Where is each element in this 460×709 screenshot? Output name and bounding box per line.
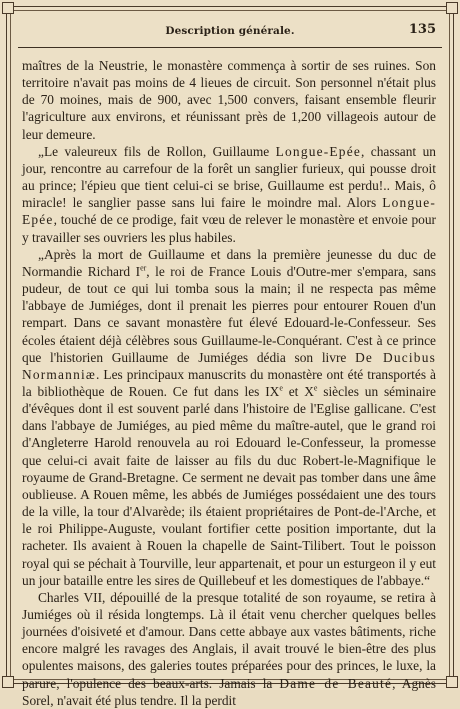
superscript: er xyxy=(140,263,147,273)
spaced-emphasis: Longue-Epée xyxy=(22,195,436,228)
corner-ornament xyxy=(2,676,14,688)
text-run: , touché de ce prodige, fait vœu de relever le monastère et envoie pour y travailler ses ouvriers les plus habiles. xyxy=(22,212,436,245)
corner-ornament xyxy=(446,676,458,688)
running-title: Description générale. xyxy=(165,25,295,37)
text-run: „Le valeureux fils de Rollon, Guillaume xyxy=(38,143,276,159)
text-run: , Agnès Sorel, n'avait été plus tendre. Il la perdit xyxy=(22,675,436,708)
spaced-emphasis: De Ducibus Normanniæ xyxy=(22,349,437,382)
text-run: maîtres de la Neustrie, le monastère commença à sortir de ses ruines. Son territoire n'avait pas moins de 4 lieues de circuit. Son personnel n'était plus de 70 moines, mais de 900, avec 1,500 convers, faisant ensemble fleurir l'agriculture aux environs, et réunissant près de 1,200 villageois autour de leur demeure. xyxy=(22,58,436,142)
header-rule xyxy=(18,47,442,48)
spaced-emphasis: Longue-Epée xyxy=(275,143,361,159)
paragraph xyxy=(22,589,436,709)
corner-ornament xyxy=(2,2,14,14)
body-text xyxy=(22,57,436,709)
paragraph xyxy=(22,143,436,246)
corner-ornament xyxy=(446,2,458,14)
text-run: , chassant un jour, rencontre au carrefour de la forêt un sanglier furieux, qui pousse droit au prince; l'épieu que tient celui-ci se brise, Guillaume est perdu!.. Mais, ô miracle! le sanglier passe sans lui faire le moindre mal. Alors xyxy=(22,143,436,211)
text-run: . Les principaux manuscrits du monastère ont été transportés à la bibliothèque de Rouen. Ce fut dans les IX xyxy=(22,366,436,399)
paragraph xyxy=(22,57,436,143)
text-run: siècles un séminaire d'évêques dont il est souvent parlé dans l'histoire de l'Eglise gallicane. C'est dans l'abbaye de Jumiéges, au pied même du maître-autel, que le grand roi d'Angleterre Harold renouvela au roi Edouard le-Confesseur, la promesse que celui-ci avait faite de laisser au fils du duc Robert-le-Magnifique le royaume de Grand-Bretagne. Ce serment ne devait pas tomber dans une âme oublieuse. A Rouen même, les abbés de Jumiéges possédaient une des tours de la ville, la tour d'Alvarède; ils étaient propriétaires de Pont-de-l'Arche, et le roi Philippe-Auguste, voulant fortifier cette position importante, dut la racheter. Ils avaient à Rouen la chapelle de Saint-Tilibert. Tout le poisson royal qui se péchait à Tourville, leur appartenait, et pour un esturgeon il y eut un jour bataille entre les sires de Quillebeuf et les domestiques de l'abbaye.“ xyxy=(22,383,437,588)
superscript: e xyxy=(313,383,318,393)
paragraph xyxy=(22,246,436,589)
running-header xyxy=(20,22,440,42)
page-number: 135 xyxy=(408,22,436,37)
text-run: , le roi de France Louis d'Outre-mer s'empara, sans pudeur, de tout ce qui lui tomba sous la main; il ne respecta pas même l'abbaye de Jumiéges, dont il prenait les pierres pour entourer Rouen d'un rempart. Dans ce savant monastère fut élevé Edouard-le-Confesseur. Ses écoles étaient déjà célèbres sous Guillaume-le-Conquérant. C'est à ce prince que l'historien Guillaume de Jumiéges dédia son livre xyxy=(22,263,437,365)
text-run: „Après la mort de Guillaume et dans la première jeunesse du duc de Normandie Richard I xyxy=(22,246,436,279)
text-run: Charles VII, dépouillé de la presque totalité de son royaume, se retira à Jumiéges où il résida longtemps. Là il était venu chercher quelques belles journées d'oisiveté et d'amour. Dans cette abbaye aux vastes bâtiments, riche encore malgré les ravages des Anglais, il avait trouvé le bien-être des plus opulentes maisons, des galeries toutes préparées pour des princes, le luxe, la parure, l'opulence des beaux-arts. Jamais la xyxy=(22,589,436,691)
superscript: e xyxy=(279,383,283,393)
spaced-emphasis: Dame de Beauté xyxy=(279,675,393,691)
text-run: et X xyxy=(282,383,314,399)
